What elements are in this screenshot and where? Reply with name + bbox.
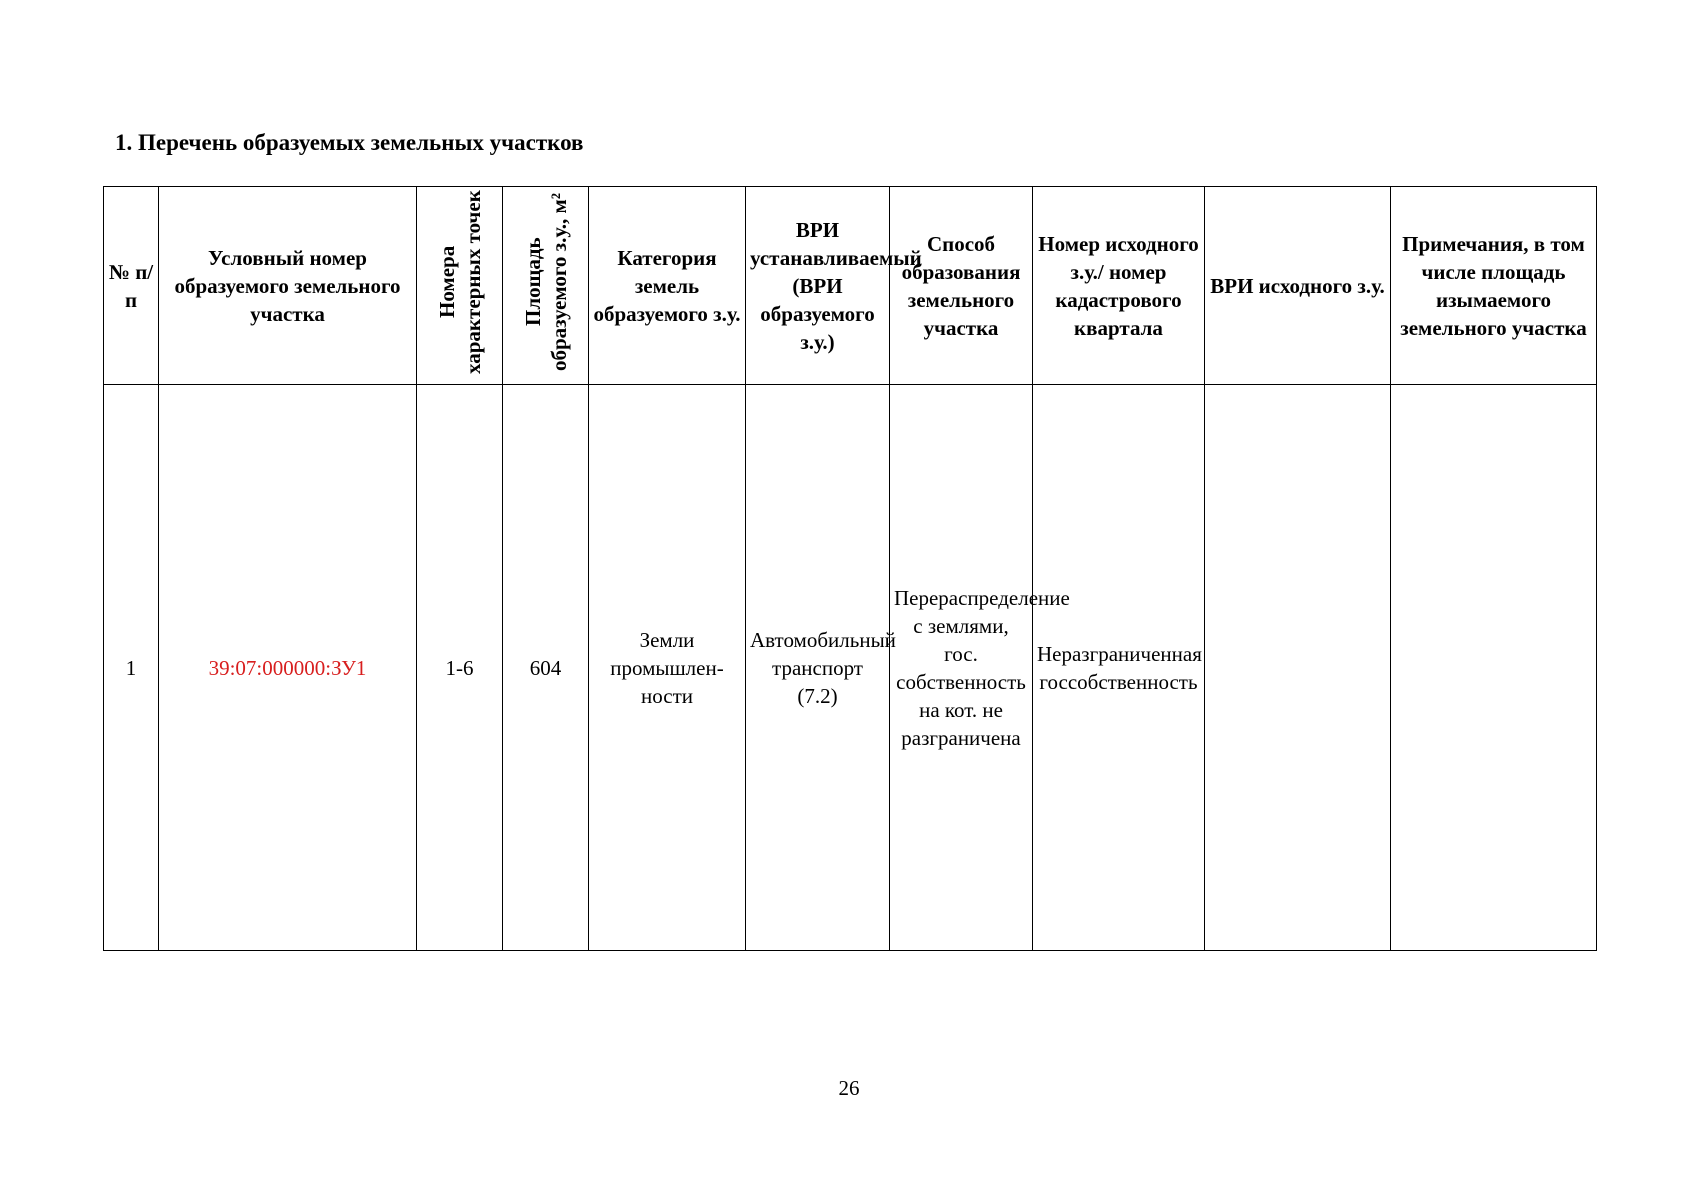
header-points — [417, 187, 503, 385]
header-method: Способ образования земельного участка — [890, 187, 1033, 385]
header-source-number: Номер исходного з.у./ номер кадастрового квартала — [1033, 187, 1205, 385]
cell-num: 1 — [104, 385, 159, 951]
header-cond-number: Условный номер образуемого земельного участка — [159, 187, 417, 385]
header-vri-source: ВРИ исходного з.у. — [1205, 187, 1391, 385]
header-category: Категория земель образуемого з.у. — [589, 187, 746, 385]
cell-method: Перераспределение с землями, гос. собственность на кот. не разграничена — [890, 385, 1033, 951]
table-header-row — [104, 187, 1597, 385]
page-number: 26 — [838, 1076, 860, 1100]
cell-area: 604 — [503, 385, 589, 951]
section-title: 1. Перечень образуемых земельных участков — [115, 130, 584, 155]
header-area — [503, 187, 589, 385]
cell-cond-number: 39:07:000000:ЗУ1 — [159, 385, 417, 951]
parcels-table — [103, 186, 1597, 951]
table-row — [104, 385, 1597, 951]
cell-vri-source — [1205, 385, 1391, 951]
cell-points: 1-6 — [417, 385, 503, 951]
header-points-label: Номера характерных точек — [434, 190, 485, 374]
header-num: № п/п — [104, 187, 159, 385]
header-area-label: Площадь образуемого з.у., м² — [520, 192, 571, 372]
cell-vri-set: Автомобильный транспорт (7.2) — [746, 385, 890, 951]
header-notes: Примечания, в том числе площадь изымаемого земельного участка — [1391, 187, 1597, 385]
cell-source-number: Неразграниченная госсобственность — [1033, 385, 1205, 951]
header-vri-set: ВРИ устанавливаемый (ВРИ образуемого з.у.) — [746, 187, 890, 385]
cell-notes — [1391, 385, 1597, 951]
cell-category: Земли промышлен-ности — [589, 385, 746, 951]
